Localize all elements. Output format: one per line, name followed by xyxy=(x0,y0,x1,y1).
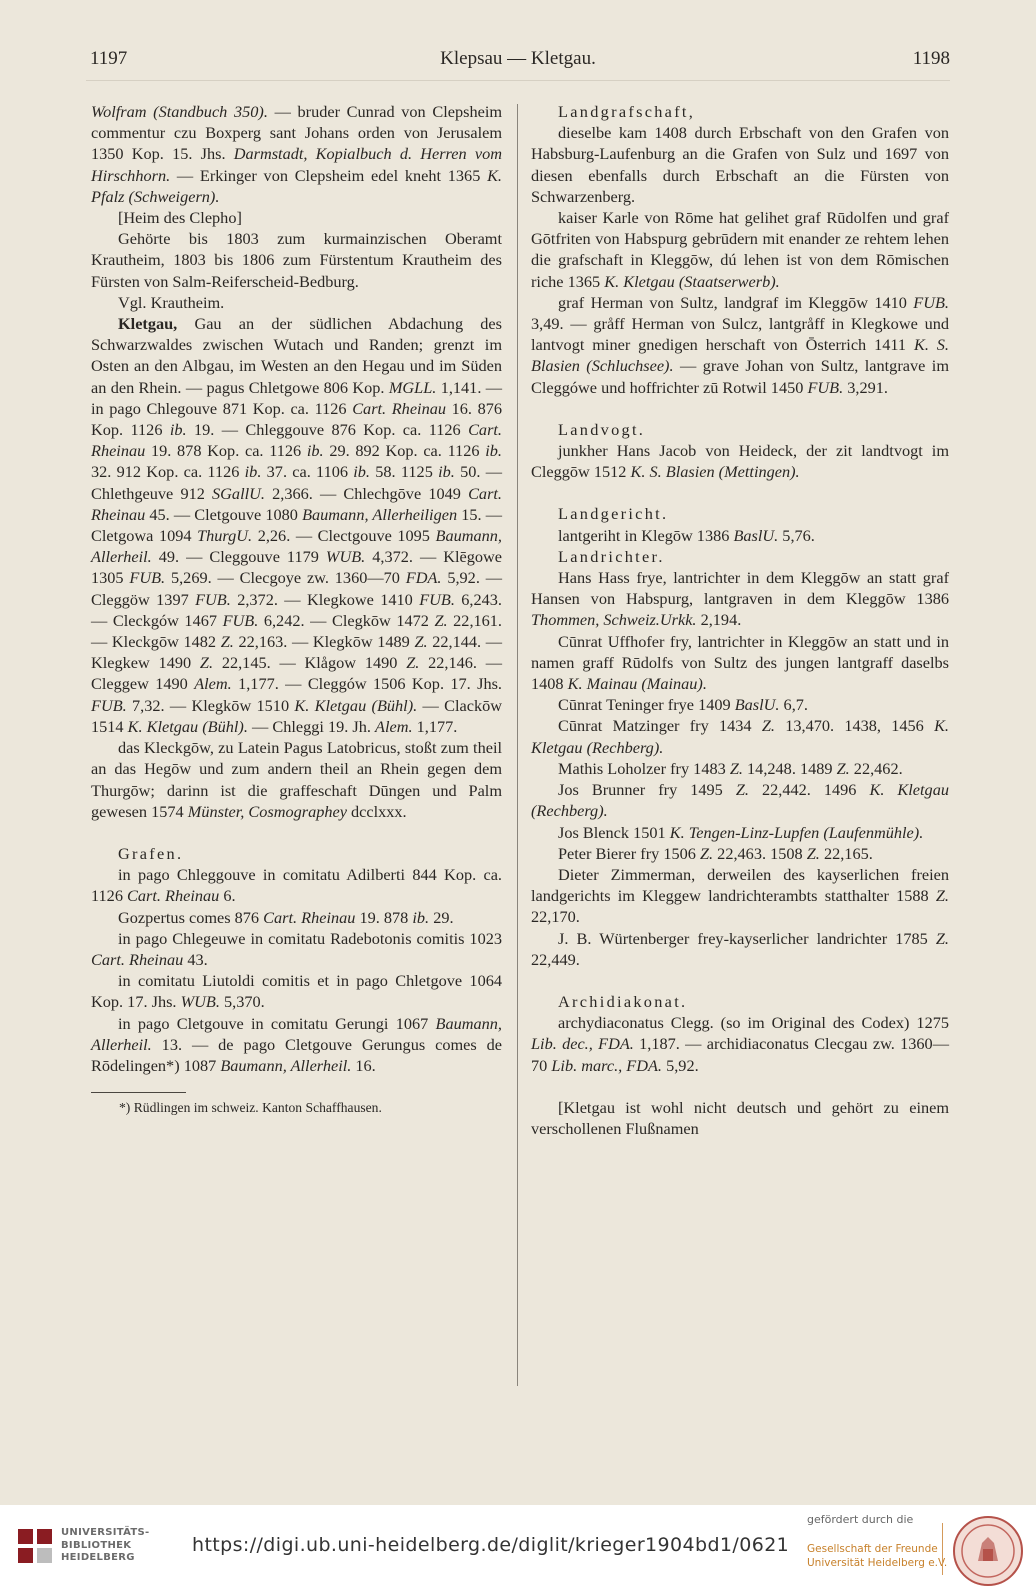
left-column xyxy=(91,101,502,1117)
sponsor-name: Gesellschaft der Freunde Universität Heidelberg e.V. xyxy=(807,1543,948,1569)
page-number-left: 1197 xyxy=(90,48,128,69)
paragraph-r17: [Kletgau ist wohl nicht deutsch und gehört zu einem verschollenen Flußnamen xyxy=(531,1097,949,1138)
paragraph-r2: kaiser Karle von Rōme hat gelihet graf Rūdolfen und graf Gōtfriten von Habspurg gebrūdern mit enander ze rehtem lehen die grafschaft in Kleggōw, dú lehen ist von dem Rōmischen riche 1365 K. Kletgau (Staatserwerb). xyxy=(531,208,949,291)
paragraph-r15: J. B. Würtenberger frey-kayserlicher landrichter 1785 Z. 22,449. xyxy=(531,928,949,969)
footer-separator xyxy=(942,1523,943,1575)
paragraph-grafen-3: in pago Chlegeuwe in comitatu Radebotonis comitis 1023 Cart. Rheinau 43. xyxy=(91,928,502,969)
paragraph-r6: Hans Hass frye, lantrichter in dem Kleggōw an statt graf Hansen von Habspurg, lantgraven in dem Kleggōw 1386 Thommen, Schweiz.Urkk. 2,194. xyxy=(531,568,949,630)
section-heading-landgrafschaft: Landgrafschaft, xyxy=(558,102,696,121)
paragraph-r14: Dieter Zimmerman, derweilen des kayserlichen freien landgerichts im Kleggew landrichterambts statthalter 1588 Z. 22,170. xyxy=(531,864,949,927)
paragraph-grafen-1: in pago Chleggouve in comitatu Adilberti 844 Kop. ca. 1126 Cart. Rheinau 6. xyxy=(91,865,502,906)
viewer-footer xyxy=(0,1505,1036,1590)
section-heading-landgericht: Landgericht. xyxy=(558,504,669,524)
running-title: Klepsau — Kletgau. xyxy=(440,48,596,69)
paragraph-heim: [Heim des Clepho] xyxy=(118,208,242,228)
paragraph-grafen-2: Gozpertus comes 876 Cart. Rheinau 19. 878 ib. 29. xyxy=(118,907,454,927)
permalink-url[interactable]: https://digi.ub.uni-heidelberg.de/diglit/krieger1904bd1/0621 xyxy=(192,1534,790,1556)
footnote: *) Rüdlingen im schweiz. Kanton Schaffhausen. xyxy=(119,1100,382,1116)
entry-headword: Kletgau, xyxy=(118,314,178,334)
paragraph-gehoerte: Gehörte bis 1803 zum kurmainzischen Oberamt Krautheim, 1803 bis 1806 zum Fürstentum Krautheim des Fürsten von Salm-Reiferscheid-Bedburg. xyxy=(91,229,502,291)
paragraph-r5: lantgeriht in Klegōw 1386 BaslU. 5,76. xyxy=(558,525,815,545)
paragraph-kleckgow: das Kleckgōw, zu Latein Pagus Latobricus, stoßt zum theil an das Hegōw und zum andern theil an Rhein gegen dem Thurgōw; darinn ist die graffeschaft Dūngen und Palm gewesen 1574 Münster, Cosmographey dcclxxx. xyxy=(91,738,502,821)
paragraph-grafen-4: in comitatu Liutoldi comitis et in pago Chletgove 1064 Kop. 17. Jhs. WUB. 5,370. xyxy=(91,971,502,1012)
footnote-rule xyxy=(91,1092,186,1093)
paragraph-r13: Peter Bierer fry 1506 Z. 22,463. 1508 Z. 22,165. xyxy=(558,843,873,863)
paragraph-r10: Mathis Loholzer fry 1483 Z. 14,248. 1489 Z. 22,462. xyxy=(558,758,903,778)
right-column xyxy=(531,101,949,1139)
paragraph-wolfram: Wolfram (Standbuch 350). — bruder Cunrad von Clepsheim commentur czu Boxperg sant Johans orden von Jerusalem 1350 Kop. 15. Jhs. Darmstadt, Kopialbuch d. Herren vom Hirschhorn. — Erkinger von Clepsheim edel kneht 1365 K. Pfalz (Schweigern). xyxy=(91,102,503,206)
paragraph-r3: graf Herman von Sultz, landgraf im Kleggōw 1410 FUB. 3,49. — gråff Herman von Sulcz, lantgråff in Klegkowe und lantvogt miner gnedigen herschaft von Ōsterrich 1411 K. S. Blasien (Schluchsee). — grave Johan von Sultz, lantgrave im Cleggówe und hoffrichter zū Rotwil 1450 FUB. 3,291. xyxy=(531,292,949,397)
paragraph-r1: dieselbe kam 1408 durch Erbschaft von den Grafen von Habsburg-Laufenburg an die Grafen von Sulz und 1697 von diesen ebenfalls durch Erbschaft an die Fürsten von Schwarzenberg. xyxy=(531,123,949,206)
section-heading-archidiakonat: Archidiakonat. xyxy=(558,991,688,1011)
column-divider xyxy=(517,104,518,1386)
library-logo-icon xyxy=(16,1527,54,1565)
paragraph-r8: Cūnrat Teninger frye 1409 BaslU. 6,7. xyxy=(558,695,808,715)
paragraph-r16: archydiaconatus Clegg. (so im Original des Codex) 1275 Lib. dec., FDA. 1,187. — archidiaconatus Clecgau zw. 1360—70 Lib. marc., FDA. 5,92. xyxy=(531,1013,949,1075)
paragraph-kletgau-entry: Kletgau, Gau an der südlichen Abdachung des Schwarzwaldes zwischen Wutach und Randen; grenzt im Osten an den Albgau, im Westen an den Hegau und im Süden an den Rhein. — pagus Chletgowe 806 Kop. MGLL. 1,141. — in pago Chlegouve 871 Kop. ca. 1126 Cart. Rheinau 16. 876 Kop. 1126 ib. 19. — Chleggouve 876 Kop. ca. 1126 Cart. Rheinau 19. 878 Kop. ca. 1126 ib. 29. 892 Kop. ca. 1126 ib. 32. 912 Kop. ca. 1126 ib. 37. ca. 1106 ib. 58. 1125 ib. 50. — Chlethgeuve 912 SGallU. 2,366. — Chlechgōve 1049 Cart. Rheinau 45. — Cletgouve 1080 Baumann, Allerheiligen 15. — Cletgowa 1094 ThurgU. 2,26. — Clectgouve 1095 Baumann, Allerheil. 49. — Cleggouve 1179 WUB. 4,372. — Klēgowe 1305 FUB. 5,269. — Clecgoye zw. 1360—70 FDA. 5,92. — Cleggöw 1397 FUB. 2,372. — Klegkowe 1410 FUB. 6,243. — Cleckgów 1467 FUB. 6,242. — Clegkōw 1472 Z. 22,161. — Kleckgōw 1482 Z. 22,163. — Klegkōw 1489 Z. 22,144. — Klegkew 1490 Z. 22,145. — Klågow 1490 Z. 22,146. — Cleggew 1490 Alem. 1,177. — Cleggów 1506 Kop. 17. Jhs. FUB. 7,32. — Klegkōw 1510 K. Kletgau (Bühl). — Clackōw 1514 K. Kletgau (Bühl). — Chleggi 19. Jh. Alem. 1,177. xyxy=(91,314,503,736)
section-heading-grafen: Grafen. xyxy=(118,843,184,863)
university-seal-icon xyxy=(952,1515,1024,1587)
section-heading-landrichter: Landrichter. xyxy=(558,546,665,566)
paragraph-r12: Jos Blenck 1501 K. Tengen-Linz-Lupfen (Laufenmühle). xyxy=(558,822,924,842)
paragraph-grafen-5: in pago Cletgouve in comitatu Gerungi 1067 Baumann, Allerheil. 13. — de pago Cletgouve Gerungus comes de Rōdelingen*) 1087 Baumann, Allerheil. 16. xyxy=(91,1013,502,1075)
paragraph-r7: Cūnrat Uffhofer fry, lantrichter in Kleggōw an statt und in namen graff Rūdolfs von Sultz des jungen lantgraff daselbs 1408 K. Mainau (Mainau). xyxy=(531,631,949,694)
page-number-right: 1198 xyxy=(912,48,950,69)
library-name: UNIVERSITÄTS- BIBLIOTHEK HEIDELBERG xyxy=(61,1527,150,1563)
section-heading-landvogt: Landvogt. xyxy=(558,419,646,439)
funded-by-label: gefördert durch die xyxy=(807,1513,914,1526)
paragraph-vgl: Vgl. Krautheim. xyxy=(118,292,225,312)
paragraph-r4: junkher Hans Jacob von Heideck, der zit landtvogt im Cleggōw 1512 K. S. Blasien (Mettingen). xyxy=(531,441,949,482)
paragraph-r9: Cūnrat Matzinger fry 1434 Z. 13,470. 1438, 1456 K. Kletgau (Rechberg). xyxy=(531,716,949,757)
paragraph-r11: Jos Brunner fry 1495 Z. 22,442. 1496 K. Kletgau (Rechberg). xyxy=(531,780,949,821)
header-rule xyxy=(86,80,950,81)
